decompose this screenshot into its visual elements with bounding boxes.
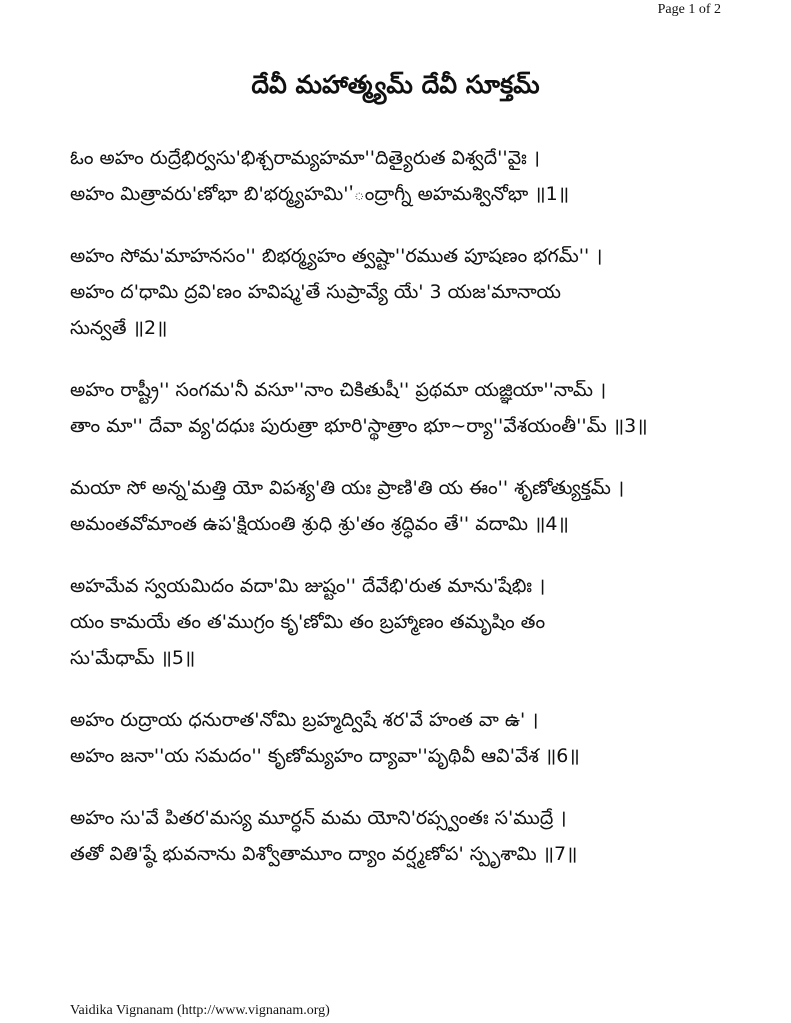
verse-line: అహం మిత్రావరు'ణోభా బి'భర్మ్యహమి''ంద్రాగ్నీ అహమశ్వినోభా ॥1॥ (70, 183, 570, 205)
verse-5 (70, 568, 760, 676)
verse-line: ఓం అహం రుద్రేభిర్వసు'భిశ్చరామ్యహమా''దిత్యైరుత విశ్వదే''వైః । (70, 147, 540, 169)
footer-credit: Vaidika Vignanam (http://www.vignanam.org) (70, 1003, 330, 1018)
verse-7 (70, 800, 760, 872)
verse-line: అహం సోమ'మాహనసం'' బిభర్మ్యహం త్వష్టా''రముత పూషణం భగమ్'' । (70, 245, 603, 267)
verse-line: అమంతవోమాంత ఉప'క్షియంతి శ్రుధి శ్రు'తం శ్రద్ధివం తే'' వదామి ॥4॥ (70, 513, 569, 535)
page-number: Page 1 of 2 (657, 2, 721, 17)
page-title: దేవీ మహాత్మ్యమ్ దేవీ సూక్తమ్ (251, 70, 540, 99)
verse-4 (70, 470, 760, 542)
verse-line: అహం సు'వే పితర'మస్య మూర్ధన్ మమ యోని'రప్స్వంతః స'ముద్రే । (70, 807, 567, 829)
verse-2 (70, 238, 760, 346)
verse-line: అహం రుద్రాయ ధనురాత'నోమి బ్రహ్మద్విషే శర'వే హంత వా ఉ' । (70, 709, 539, 731)
verse-line: తాం మా'' దేవా వ్య'దధుః పురుత్రా భూరి'స్థాత్రాం భూ~ర్యా''వేశయంతీ''మ్ ॥3॥ (70, 415, 648, 437)
verse-line: సున్వతే ॥2॥ (70, 317, 168, 339)
verse-line: తతో వితి'ష్ఠే భువనాను విశ్వోతామూం ద్యాం వర్ష్మణోప' స్పృశామి ॥7॥ (70, 843, 578, 865)
verse-line: అహం జనా''య సమదం'' కృణోమ్యహం ద్యావా''పృథివీ ఆవి'వేశ ॥6॥ (70, 745, 580, 767)
verse-6 (70, 702, 760, 774)
document-body (70, 140, 760, 898)
verse-line: అహం ద'ధామి ద్రవి'ణం హవిష్మ'తే సుప్రావ్యే యే' 3 యజ'మానాయ (70, 281, 561, 303)
verse-line: అహమేవ స్వయమిదం వదా'మి జుష్టం'' దేవేభి'రుత మాను'షేభిః । (70, 575, 546, 597)
verse-line: యం కామయే తం త'ముగ్రం కృ'ణోమి తం బ్రహ్మాణం తమృషిం తం (70, 611, 546, 633)
verse-3 (70, 372, 760, 444)
verse-line: సు'మేధామ్ ॥5॥ (70, 647, 196, 669)
verse-line: మయా సో అన్న'మత్తి యో విపశ్య'తి యః ప్రాణి'తి య ఈం'' శృణోత్యుక్తమ్ । (70, 477, 625, 499)
verse-1 (70, 140, 760, 212)
verse-line: అహం రాష్ట్రీ'' సంగమ'నీ వసూ''నాం చికితుషీ'' ప్రథమా యజ్ఞియా''నామ్ । (70, 379, 607, 401)
